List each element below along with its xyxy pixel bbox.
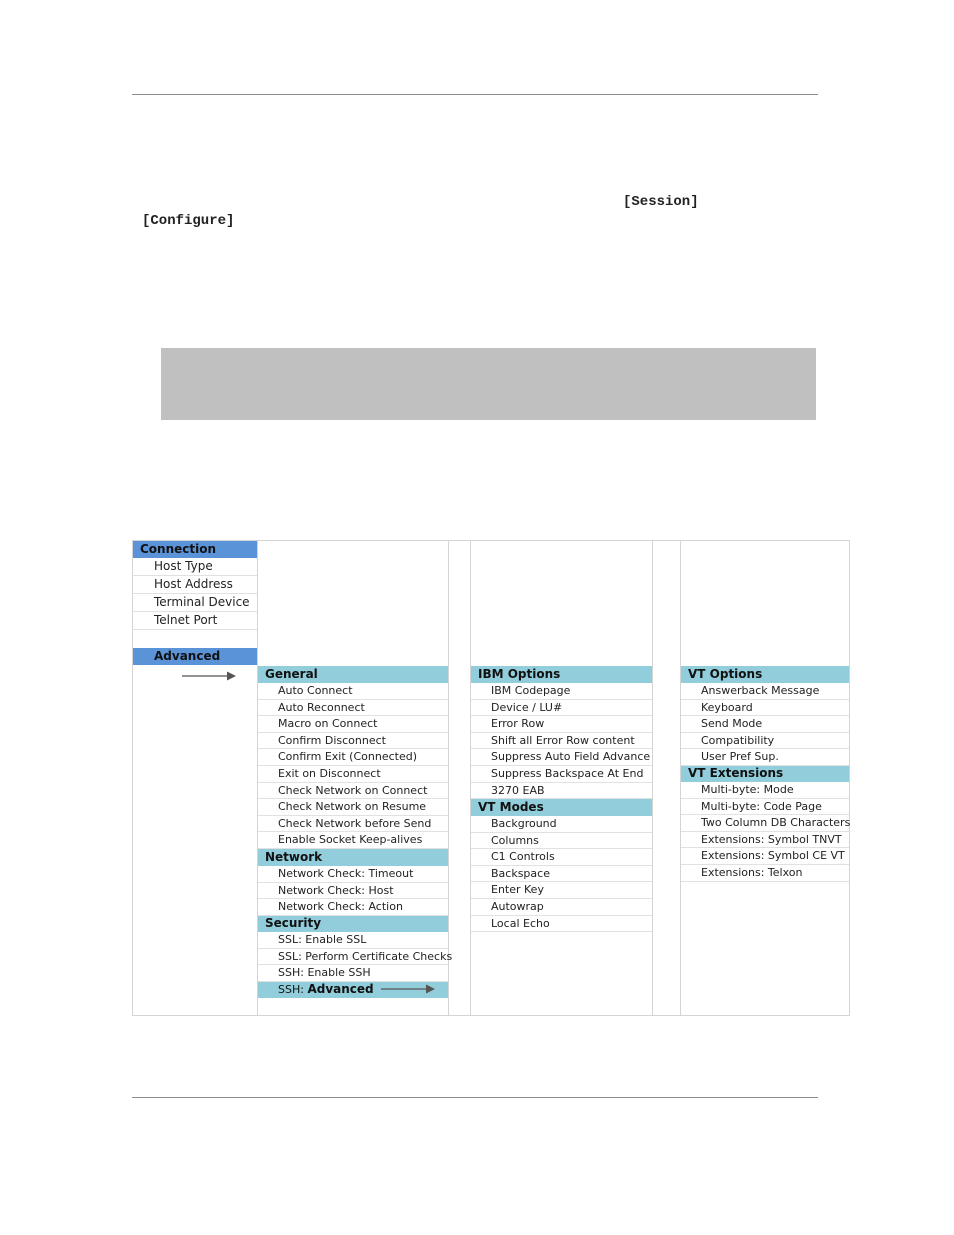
ibm-options-item: Shift all Error Row content xyxy=(471,733,652,750)
spacer-column xyxy=(652,540,681,1016)
vt-extensions-item: Extensions: Symbol TNVT xyxy=(681,832,849,849)
connection-item: Terminal Device xyxy=(133,594,257,612)
vt-extensions-header: VT Extensions xyxy=(681,765,849,782)
advanced-header: Advanced xyxy=(133,648,257,665)
general-item: Exit on Disconnect xyxy=(258,766,448,783)
ibm-options-item: 3270 EAB xyxy=(471,783,652,800)
general-header: General xyxy=(258,666,448,683)
general-item: Auto Connect xyxy=(258,683,448,700)
vt-options-item: User Pref Sup. xyxy=(681,749,849,766)
vt-modes-header: VT Modes xyxy=(471,799,652,816)
ibm-options-item: Suppress Backspace At End xyxy=(471,766,652,783)
spacer-column xyxy=(448,540,471,1016)
security-item: SSH: Enable SSH xyxy=(258,965,448,982)
general-item: Check Network on Connect xyxy=(258,783,448,800)
arrow-right-icon xyxy=(381,983,437,995)
connection-header: Connection xyxy=(133,541,257,558)
ssh-prefix: SSH: xyxy=(278,983,308,996)
ssh-advanced-label: Advanced xyxy=(307,982,374,996)
configure-label: [Configure] xyxy=(142,213,235,229)
connection-item: Host Address xyxy=(133,576,257,594)
connection-item: Telnet Port xyxy=(133,612,257,630)
vt-options-item: Compatibility xyxy=(681,733,849,750)
general-item: Enable Socket Keep-alives xyxy=(258,832,448,849)
ibm-options-item: Device / LU# xyxy=(471,700,652,717)
arrow-right-icon xyxy=(182,670,238,682)
vt-options-header: VT Options xyxy=(681,666,849,683)
ibm-options-item: Error Row xyxy=(471,716,652,733)
vt-modes-item: Local Echo xyxy=(471,916,652,933)
network-header: Network xyxy=(258,849,448,866)
security-header: Security xyxy=(258,915,448,932)
vt-modes-item: Backspace xyxy=(471,866,652,883)
security-item: SSL: Perform Certificate Checks xyxy=(258,949,448,966)
network-item: Network Check: Host xyxy=(258,883,448,900)
vt-extensions-item: Extensions: Symbol CE VT xyxy=(681,848,849,865)
network-item: Network Check: Timeout xyxy=(258,866,448,883)
session-label: [Session] xyxy=(623,194,699,210)
vt-extensions-item: Two Column DB Characters xyxy=(681,815,849,832)
top-rule xyxy=(132,94,818,95)
ibm-options-header: IBM Options xyxy=(471,666,652,683)
general-item: Check Network on Resume xyxy=(258,799,448,816)
general-item: Confirm Exit (Connected) xyxy=(258,749,448,766)
vt-modes-item: Enter Key xyxy=(471,882,652,899)
general-item: Auto Reconnect xyxy=(258,700,448,717)
vt-modes-item: Columns xyxy=(471,833,652,850)
vt-modes-item: C1 Controls xyxy=(471,849,652,866)
connection-item: Host Type xyxy=(133,558,257,576)
vt-options-item: Answerback Message xyxy=(681,683,849,700)
vt-extensions-item: Extensions: Telxon xyxy=(681,865,849,882)
gray-block xyxy=(161,348,816,420)
general-item: Check Network before Send xyxy=(258,816,448,833)
ibm-options-item: Suppress Auto Field Advance xyxy=(471,749,652,766)
settings-tree xyxy=(132,540,850,1016)
vt-options-item: Keyboard xyxy=(681,700,849,717)
vt-modes-item: Autowrap xyxy=(471,899,652,916)
vt-options-item: Send Mode xyxy=(681,716,849,733)
ibm-options-item: IBM Codepage xyxy=(471,683,652,700)
general-item: Confirm Disconnect xyxy=(258,733,448,750)
network-item: Network Check: Action xyxy=(258,899,448,916)
vt-extensions-item: Multi-byte: Mode xyxy=(681,782,849,799)
general-item: Macro on Connect xyxy=(258,716,448,733)
bottom-rule xyxy=(132,1097,818,1098)
vt-extensions-item: Multi-byte: Code Page xyxy=(681,799,849,816)
security-item: SSL: Enable SSL xyxy=(258,932,448,949)
vt-modes-item: Background xyxy=(471,816,652,833)
